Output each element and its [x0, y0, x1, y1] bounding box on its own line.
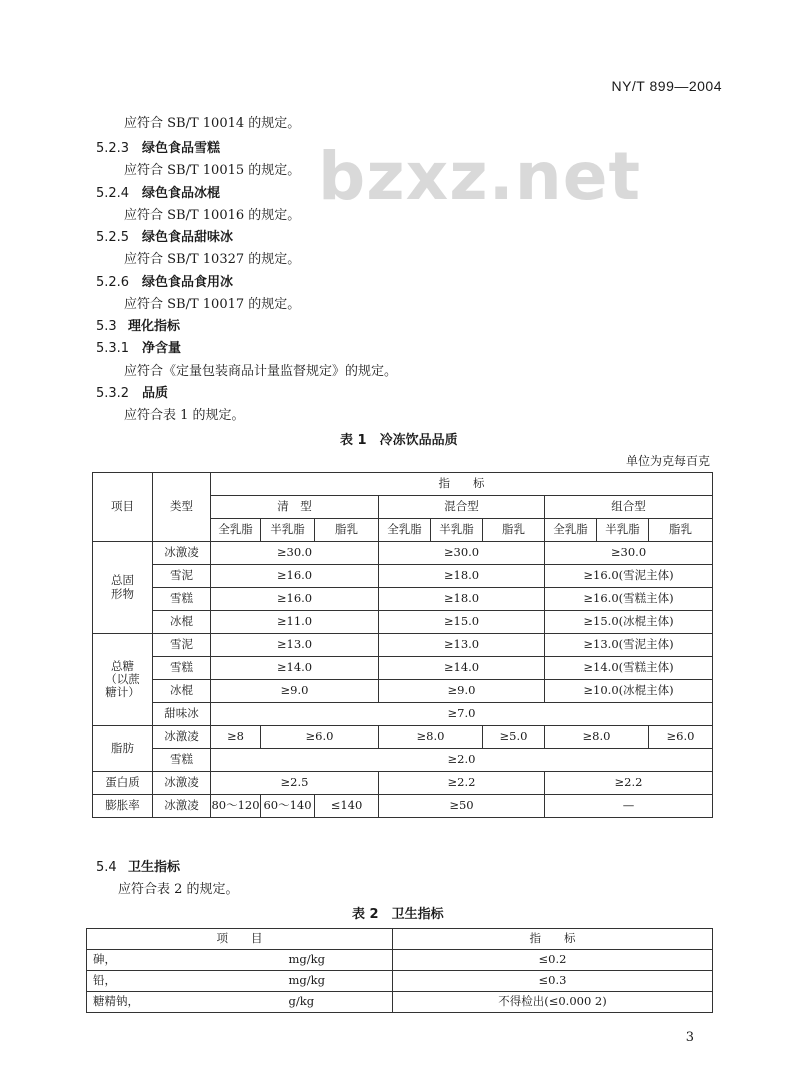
type-cell: 雪泥 — [153, 565, 211, 588]
value-cell: ≥16.0(雪糕主体) — [545, 588, 713, 611]
header-mixed: 混合型 — [379, 496, 545, 519]
group-protein: 蛋白质 — [93, 772, 153, 795]
type-cell: 冰激凌 — [153, 726, 211, 749]
value-cell: 80～120 — [211, 795, 261, 818]
section-heading: 5.2.6 绿色食品食用冰 — [96, 275, 234, 290]
section-heading: 5.3.1 净含量 — [96, 341, 182, 356]
header-index: 指 标 — [393, 929, 713, 950]
header-half: 半乳脂 — [261, 519, 315, 542]
page-number: 3 — [685, 1030, 694, 1045]
value-cell: ≥14.0(雪糕主体) — [545, 657, 713, 680]
value-cell: ≥18.0 — [379, 565, 545, 588]
value-cell: ≥15.0 — [379, 611, 545, 634]
value-cell: ≥6.0 — [649, 726, 713, 749]
value-cell: ≥2.5 — [211, 772, 379, 795]
value-cell: 60～140 — [261, 795, 315, 818]
value-cell: ≥10.0(冰棍主体) — [545, 680, 713, 703]
group-expansion: 膨胀率 — [93, 795, 153, 818]
section-heading: 5.4 卫生指标 — [96, 860, 181, 875]
value-cell: ≥13.0(雪泥主体) — [545, 634, 713, 657]
value-cell: ≥30.0 — [211, 542, 379, 565]
value-cell: ≥18.0 — [379, 588, 545, 611]
text-line: 应符合《定量包装商品计量监督规定》的规定。 — [124, 364, 398, 379]
type-cell: 冰激凌 — [153, 795, 211, 818]
header-index: 指 标 — [211, 473, 713, 496]
header-half: 半乳脂 — [597, 519, 649, 542]
type-cell: 冰激凌 — [153, 542, 211, 565]
text-line: 应符合 SB/T 10327 的规定。 — [124, 252, 301, 267]
value-cell: ≥8.0 — [545, 726, 649, 749]
item-name: 糖精钠， — [87, 992, 283, 1013]
value-cell: ≥8.0 — [379, 726, 483, 749]
item-unit: g/kg — [283, 992, 393, 1013]
table1-caption: 表 1 冷冻饮品品质 — [340, 433, 458, 448]
text-line: 应符合 SB/T 10017 的规定。 — [124, 297, 301, 312]
value-cell: ≥8 — [211, 726, 261, 749]
value-cell: ≤140 — [315, 795, 379, 818]
section-heading: 5.3 理化指标 — [96, 319, 181, 334]
value-cell: ≥14.0 — [379, 657, 545, 680]
value-cell: ≥13.0 — [379, 634, 545, 657]
table2-caption: 表 2 卫生指标 — [352, 907, 444, 922]
section-heading: 5.2.4 绿色食品冰棍 — [96, 186, 221, 201]
item-unit: mg/kg — [283, 971, 393, 992]
watermark: bzxz.net — [318, 138, 642, 215]
value-cell: ≥16.0 — [211, 588, 379, 611]
value-cell: ≥14.0 — [211, 657, 379, 680]
type-cell: 冰棍 — [153, 680, 211, 703]
value-cell: — — [545, 795, 713, 818]
item-value: ≤0.3 — [393, 971, 713, 992]
header-clear: 清 型 — [211, 496, 379, 519]
section-heading: 5.2.5 绿色食品甜味冰 — [96, 230, 234, 245]
value-cell: ≥2.2 — [545, 772, 713, 795]
section-heading: 5.2.3 绿色食品雪糕 — [96, 141, 221, 156]
value-cell: ≥7.0 — [211, 703, 713, 726]
value-cell: ≥9.0 — [211, 680, 379, 703]
value-cell: ≥2.2 — [379, 772, 545, 795]
value-cell: ≥11.0 — [211, 611, 379, 634]
value-cell: ≥16.0(雪泥主体) — [545, 565, 713, 588]
type-cell: 甜味冰 — [153, 703, 211, 726]
table2 — [86, 928, 713, 1013]
value-cell: ≥16.0 — [211, 565, 379, 588]
text-line: 应符合 SB/T 10016 的规定。 — [124, 208, 301, 223]
text-line: 应符合 SB/T 10015 的规定。 — [124, 163, 301, 178]
type-cell: 冰激凌 — [153, 772, 211, 795]
header-fat: 脂乳 — [649, 519, 713, 542]
table1 — [92, 472, 713, 818]
value-cell: ≥30.0 — [379, 542, 545, 565]
item-value: 不得检出(≤0.000 2) — [393, 992, 713, 1013]
item-name: 铅， — [87, 971, 283, 992]
type-cell: 雪糕 — [153, 749, 211, 772]
value-cell: ≥15.0(冰棍主体) — [545, 611, 713, 634]
item-value: ≤0.2 — [393, 950, 713, 971]
group-fat: 脂肪 — [93, 726, 153, 772]
text-line: 应符合表 2 的规定。 — [118, 882, 239, 897]
type-cell: 雪糕 — [153, 588, 211, 611]
header-fat: 脂乳 — [315, 519, 379, 542]
value-cell: ≥6.0 — [261, 726, 379, 749]
value-cell: ≥2.0 — [211, 749, 713, 772]
header-whole: 全乳脂 — [545, 519, 597, 542]
header-item: 项 目 — [87, 929, 393, 950]
value-cell: ≥30.0 — [545, 542, 713, 565]
type-cell: 雪泥 — [153, 634, 211, 657]
type-cell: 雪糕 — [153, 657, 211, 680]
section-heading: 5.3.2 品质 — [96, 386, 169, 401]
value-cell: ≥50 — [379, 795, 545, 818]
header-whole: 全乳脂 — [379, 519, 431, 542]
header-item: 项目 — [93, 473, 153, 542]
text-line: 应符合表 1 的规定。 — [124, 408, 245, 423]
header-combo: 组合型 — [545, 496, 713, 519]
item-name: 砷， — [87, 950, 283, 971]
value-cell: ≥9.0 — [379, 680, 545, 703]
header-whole: 全乳脂 — [211, 519, 261, 542]
header-fat: 脂乳 — [483, 519, 545, 542]
table1-unit: 单位为克每百克 — [625, 454, 710, 468]
value-cell: ≥5.0 — [483, 726, 545, 749]
header-half: 半乳脂 — [431, 519, 483, 542]
text-line: 应符合 SB/T 10014 的规定。 — [124, 116, 301, 131]
type-cell: 冰棍 — [153, 611, 211, 634]
page-header: NY/T 899—2004 — [611, 78, 722, 94]
header-type: 类型 — [153, 473, 211, 542]
group-sugar: 总糖 （以蔗 糖计） — [93, 634, 153, 726]
item-unit: mg/kg — [283, 950, 393, 971]
group-solids: 总固 形物 — [93, 542, 153, 634]
value-cell: ≥13.0 — [211, 634, 379, 657]
